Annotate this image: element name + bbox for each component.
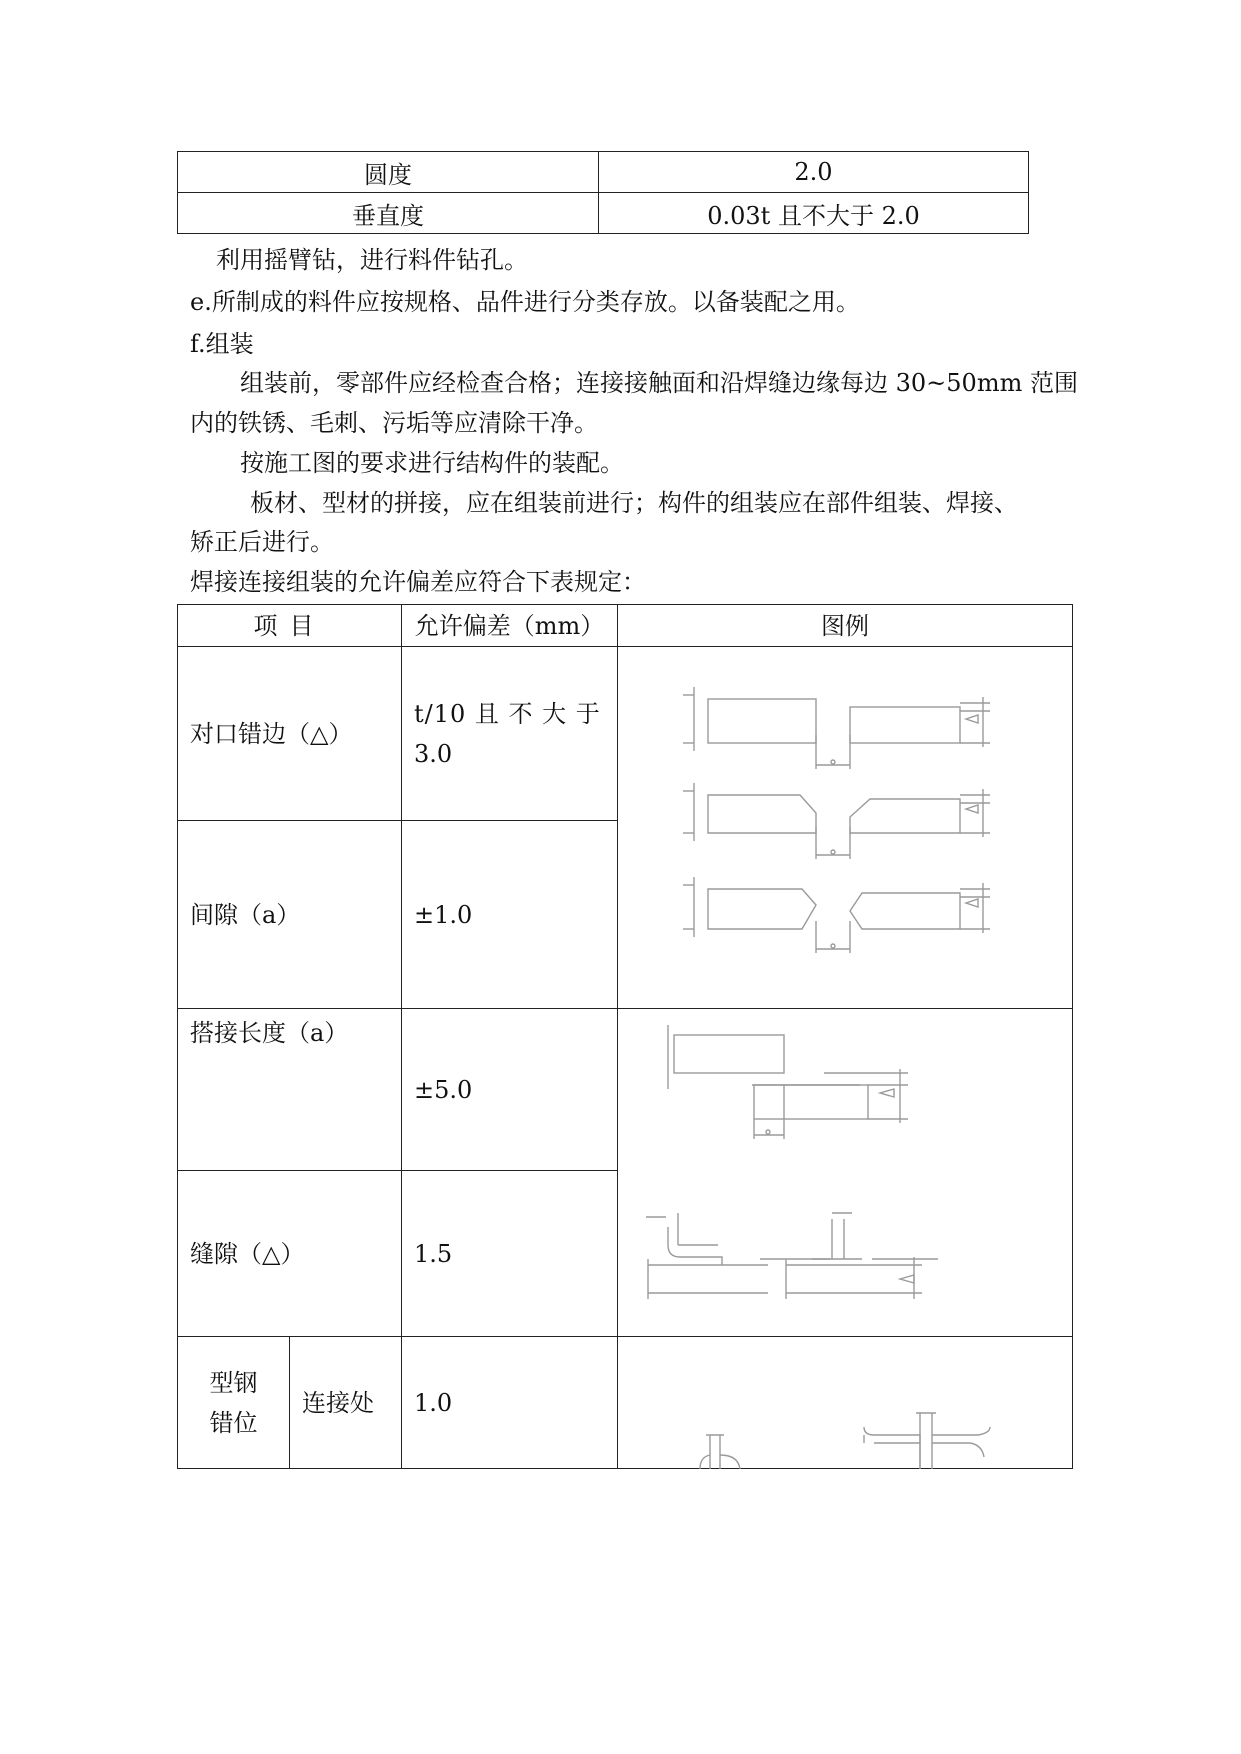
table-cell-item: 垂直度	[178, 193, 599, 234]
row-item-misalignment: 对口错边（△）	[178, 647, 402, 821]
tolerance-table-top	[177, 151, 1029, 234]
paragraph-item-e: e.所制成的料件应按规格、品件进行分类存放。以备装配之用。	[190, 288, 860, 316]
tolerance-line: 3.0	[414, 739, 453, 768]
paragraph-drilling: 利用摇臂钻，进行料件钻孔。	[216, 246, 528, 274]
row-subitem-connection: 连接处	[290, 1337, 402, 1469]
table-row	[178, 647, 1073, 821]
table-cell-item: 圆度	[178, 152, 599, 193]
paragraph-splicing-line2: 矫正后进行。	[190, 528, 334, 556]
header-tolerance: 允许偏差（mm）	[402, 605, 618, 647]
paragraph-assembly-line2: 内的铁锈、毛刺、污垢等应清除干净。	[190, 409, 598, 437]
table-row	[178, 152, 1029, 193]
figure-butt-joint	[618, 647, 1073, 1009]
section-offset-diagram	[618, 1337, 1073, 1469]
row-item-gap: 间隙（a）	[178, 821, 402, 1009]
row-item-group-steel-offset	[178, 1337, 290, 1469]
paragraph-assembly-line1: 组装前，零部件应经检查合格；连接接触面和沿焊缝边缘每边 30~50mm 范围	[240, 369, 1078, 397]
assembly-tolerance-table	[177, 604, 1073, 1469]
paragraph-table-intro: 焊接连接组装的允许偏差应符合下表规定：	[190, 568, 646, 596]
butt-joint-diagram	[618, 647, 1073, 1009]
paragraph-splicing-line1: 板材、型材的拼接，应在组装前进行；构件的组装应在部件组装、焊接、	[250, 489, 1018, 517]
table-row	[178, 1337, 1073, 1469]
row-tolerance-clearance: 1.5	[402, 1171, 618, 1337]
paragraph-drawing-requirement: 按施工图的要求进行结构件的装配。	[240, 449, 624, 477]
figure-lap-joint	[618, 1009, 1073, 1337]
table-cell-value: 0.03t 且不大于 2.0	[599, 193, 1029, 234]
row-item-clearance: 缝隙（△）	[178, 1171, 402, 1337]
item-group-line: 错位	[209, 1408, 258, 1437]
row-tolerance-misalignment	[402, 647, 618, 821]
header-item: 项目	[178, 605, 402, 647]
item-group-line: 型钢	[209, 1368, 258, 1397]
lap-joint-diagram	[618, 1009, 1073, 1339]
figure-section-offset	[618, 1337, 1073, 1469]
row-item-lap-length: 搭接长度（a）	[178, 1009, 402, 1171]
row-tolerance-connection: 1.0	[402, 1337, 618, 1469]
table-row	[178, 1009, 1073, 1171]
paragraph-item-f: f.组装	[190, 330, 254, 358]
header-figure: 图例	[618, 605, 1073, 647]
table-row	[178, 193, 1029, 234]
table-cell-value: 2.0	[599, 152, 1029, 193]
tolerance-line: t/10 且 不 大 于	[414, 699, 601, 728]
table-header-row	[178, 605, 1073, 647]
row-tolerance-gap: ±1.0	[402, 821, 618, 1009]
row-tolerance-lap-length: ±5.0	[402, 1009, 618, 1171]
